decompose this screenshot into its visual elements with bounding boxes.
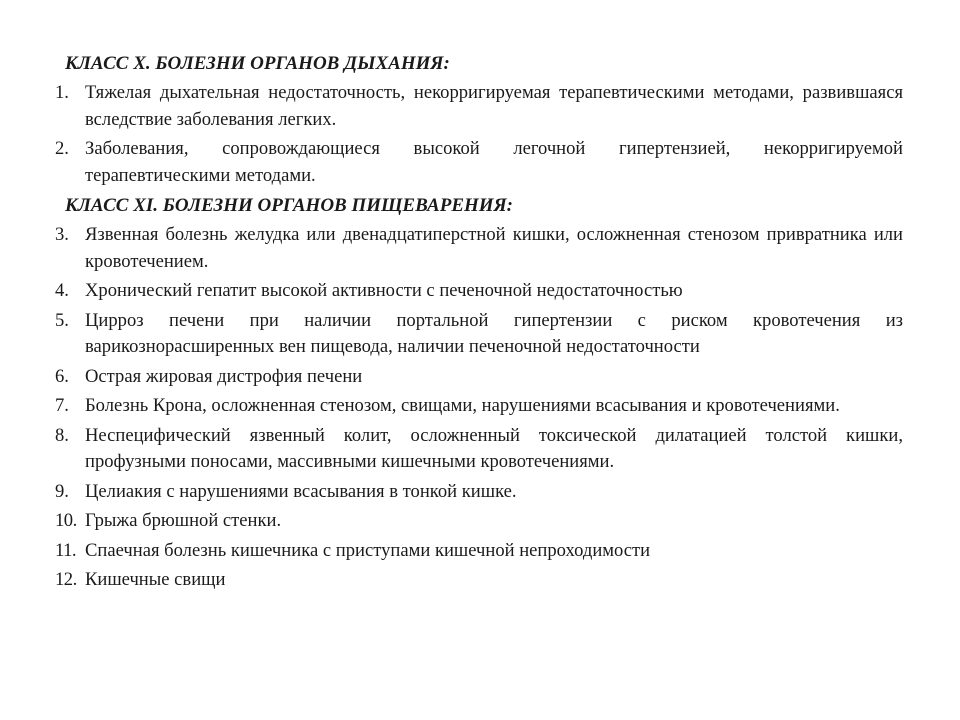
item-number: 7.: [55, 395, 69, 416]
list-item: [55, 80, 903, 133]
item-text: Хронический гепатит высокой активности с печеночной недостаточностью: [85, 280, 683, 301]
item-number: 12.: [55, 569, 77, 590]
item-text: Грыжа брюшной стенки.: [85, 510, 282, 531]
item-text: Неспецифический язвенный колит, осложненный токсической дилатацией толстой кишки, профузными поносами, массивными кишечными кровотечениями.: [85, 424, 903, 472]
item-number: 4.: [55, 280, 69, 301]
item-text: Заболевания, сопровождающиеся высокой легочной гипертензией, некорригируемой терапевтическими методами.: [85, 138, 903, 186]
item-text: Спаечная болезнь кишечника с приступами кишечной непроходимости: [85, 539, 651, 561]
list-item: [55, 479, 903, 506]
item-number: 10.: [55, 510, 77, 531]
list-item: [55, 308, 903, 361]
list-item: [55, 222, 903, 275]
item-number: 11.: [55, 539, 77, 561]
item-number: 9.: [55, 480, 69, 502]
list-item: [55, 136, 903, 189]
list-item: [55, 538, 903, 565]
list-item: [55, 364, 903, 391]
list-item: [55, 423, 903, 476]
slide-content: [55, 51, 903, 597]
item-text: Целиакия с нарушениями всасывания в тонкой кишке.: [85, 480, 517, 502]
item-number: 8.: [55, 424, 69, 446]
item-number: 5.: [55, 309, 69, 331]
list-item: [55, 278, 903, 305]
section-heading-class-xi: КЛАСС XI. БОЛЕЗНИ ОРГАНОВ ПИЩЕВАРЕНИЯ:: [65, 195, 513, 216]
list-item: [55, 508, 903, 535]
item-text: Кишечные свищи: [85, 569, 226, 590]
item-text: Болезнь Крона, осложненная стенозом, свищами, нарушениями всасывания и кровотечениями.: [85, 395, 840, 416]
item-number: 6.: [55, 365, 69, 387]
section-heading-class-x: КЛАСС X. БОЛЕЗНИ ОРГАНОВ ДЫХАНИЯ:: [65, 53, 450, 74]
item-number: 1.: [55, 82, 69, 103]
list-item: [55, 393, 903, 420]
item-text: Острая жировая дистрофия печени: [85, 365, 363, 387]
list-item: [55, 567, 903, 594]
item-text: Цирроз печени при наличии портальной гипертензии с риском кровотечения из варикознорасширенных вен пищевода, наличии печеночной недостаточности: [85, 309, 903, 357]
item-number: 2.: [55, 138, 69, 159]
item-text: Тяжелая дыхательная недостаточность, некорригируемая терапевтическими методами, развившаяся вследствие заболевания легких.: [85, 82, 903, 130]
item-number: 3.: [55, 224, 69, 245]
item-text: Язвенная болезнь желудка или двенадцатиперстной кишки, осложненная стенозом привратника или кровотечением.: [85, 224, 903, 272]
